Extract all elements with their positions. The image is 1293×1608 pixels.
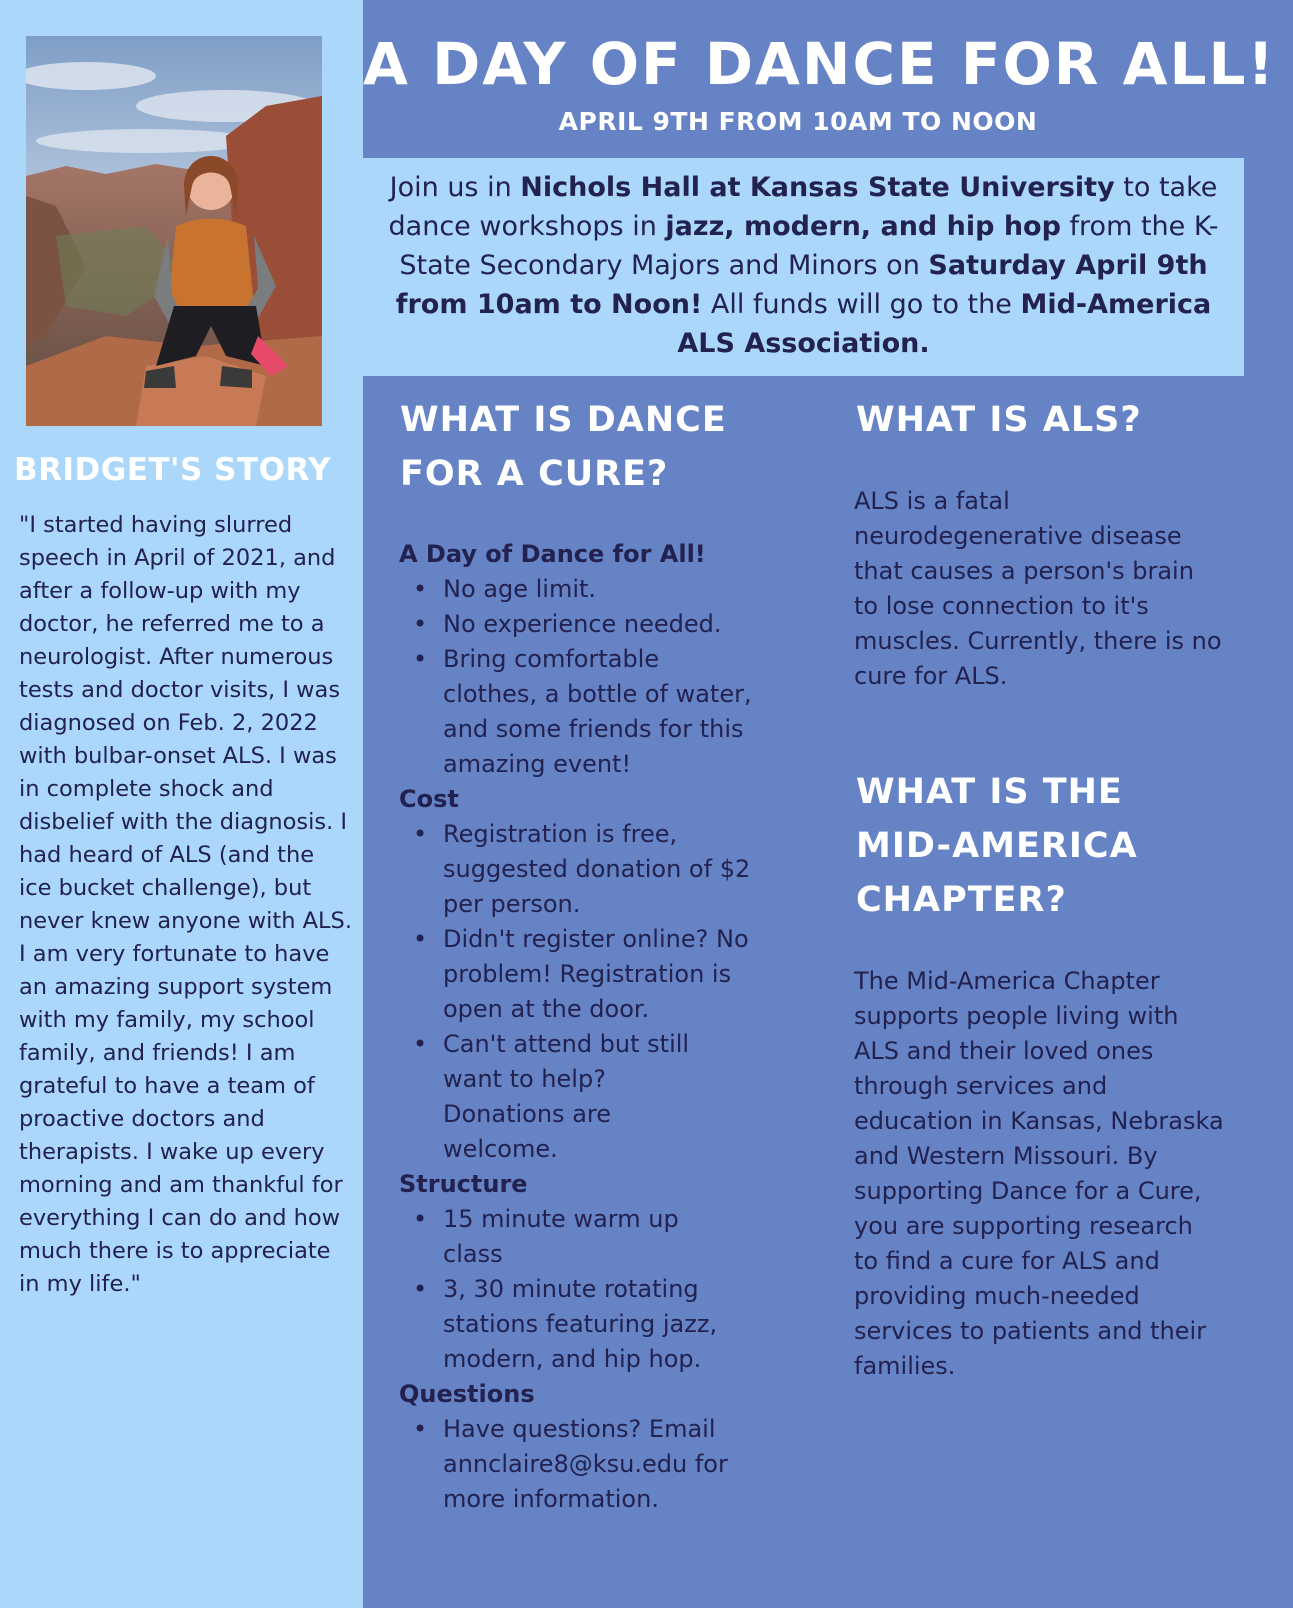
intro-text-part: from the K-State Secondary Majors and Minors on [399, 211, 1219, 281]
section-list [399, 817, 799, 1167]
intro-text-part: to take dance workshops in [388, 172, 1218, 242]
story-body: "I started having slurred speech in April of 2021, and after a follow-up with my doctor, he referred me to a neurologist. After numerous tests and doctor visits, I was diagnosed on Feb. 2, 2022 with bulbar-onset ALS. I was in complete shock and disbelief with the diagnosis. I had heard of ALS (and the ice bucket challenge), but never knew anyone with ALS. I am very fortunate to have an amazing support system with my family, my school family, and friends! I am grateful to have a team of proactive doctors and therapists. I wake up every morning and am thankful for everything I can do and how much there is to appreciate in my life." [19, 512, 352, 1297]
dance-heading-line: WHAT IS DANCE [400, 400, 727, 440]
intro-box [363, 158, 1244, 376]
intro-text [377, 168, 1230, 363]
chapter-heading [856, 765, 1138, 927]
list-item: • Bring comfortable clothes, a bottle of water, and some friends for this amazing event! [443, 642, 753, 782]
chapter-heading-line: WHAT IS THE [856, 772, 1123, 812]
intro-date: Saturday April 9th from 10am to Noon! [395, 250, 1208, 320]
chapter-body: The Mid-America Chapter supports people living with ALS and their loved ones through services and education in Kansas, Nebraska and Western Missouri. By supporting Dance for a Cure, you are supporting research to find a cure for ALS and providing much-needed services to patients and their families. [854, 967, 1224, 1380]
page-title: A DAY OF DANCE FOR ALL! [363, 30, 1276, 98]
section-list [399, 1202, 799, 1377]
list-item: • Didn't register online? No problem! Registration is open at the door. [443, 922, 753, 1027]
list-item: • Registration is free, suggested donation of $2 per person. [443, 817, 753, 922]
list-item: • Can't attend but still want to help? Donations are welcome. [443, 1027, 733, 1167]
section-title: Structure [399, 1170, 528, 1198]
intro-beneficiary: Mid-America ALS Association. [677, 289, 1212, 359]
dance-heading [400, 393, 727, 501]
intro-text-part: Join us in [389, 172, 521, 203]
event-date-time: APRIL 9TH FROM 10AM TO NOON [558, 107, 1038, 136]
list-item: • No age limit. [443, 572, 799, 607]
intro-styles: jazz, modern, and hip hop [665, 211, 1061, 242]
section-title: A Day of Dance for All! [399, 540, 706, 568]
story-title: BRIDGET'S STORY [14, 452, 332, 488]
dance-details [399, 537, 799, 1517]
header [363, 0, 1293, 158]
als-body: ALS is a fatal neurodegenerative disease that causes a person's brain to lose connection to it's muscles. Currently, there is no cure for ALS. [854, 487, 1222, 690]
section-list [399, 1412, 799, 1517]
dance-heading-line: FOR A CURE? [400, 454, 669, 494]
list-item: • No experience needed. [443, 607, 799, 642]
left-panel [0, 0, 363, 1608]
section-title: Cost [399, 785, 459, 813]
list-item: • 15 minute warm up class [443, 1202, 723, 1272]
section-list [399, 572, 799, 782]
als-heading: WHAT IS ALS? [856, 400, 1142, 440]
chapter-heading-line: MID-AMERICA [856, 826, 1138, 866]
section-title: Questions [399, 1380, 535, 1408]
list-item: • 3, 30 minute rotating stations featuring jazz, modern, and hip hop. [443, 1272, 753, 1377]
bridget-photo [26, 36, 322, 426]
list-item: • Have questions? Email annclaire8@ksu.edu for more information. [443, 1412, 753, 1517]
intro-text-part: All funds will go to the [702, 289, 1021, 320]
intro-venue: Nichols Hall at Kansas State University [520, 172, 1115, 203]
chapter-heading-line: CHAPTER? [856, 880, 1067, 920]
